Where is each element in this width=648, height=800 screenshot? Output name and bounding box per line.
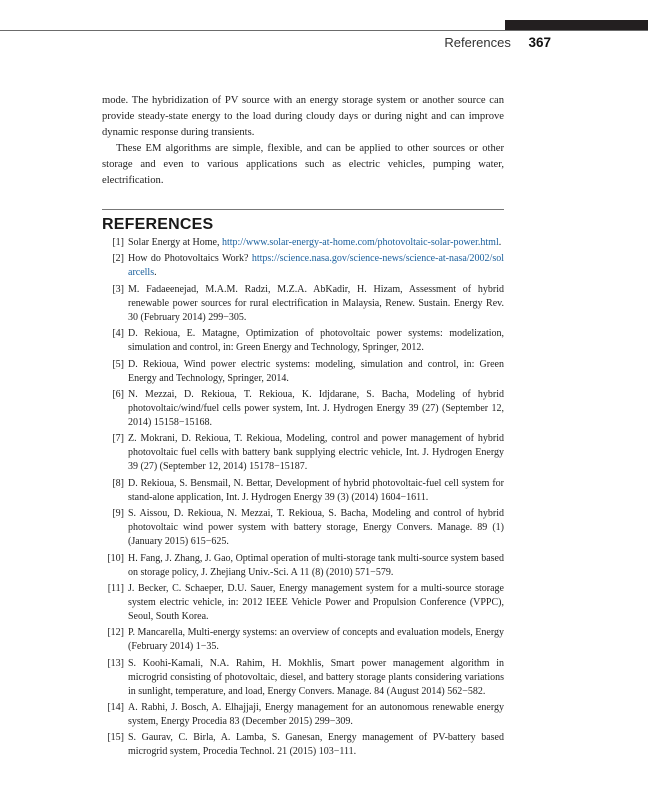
reference-number: [10] [107, 552, 124, 564]
reference-text: H. Fang, J. Zhang, J. Gao, Optimal operation of multi-storage tank multi-source system based on storage policy, J. Zhejiang Univ.-Sci. A 11 (8) (2010) 571−579. [128, 552, 504, 578]
reference-item [102, 507, 504, 549]
reference-number: [12] [107, 627, 124, 639]
reference-text: D. Rekioua, Wind power electric systems: modeling, simulation and control, in: Green Energy and Technology, Springer, 2014. [128, 358, 504, 384]
references-heading: REFERENCES [102, 216, 214, 233]
references-divider [102, 209, 504, 210]
intro-text [102, 93, 504, 189]
reference-text: M. Fadaeenejad, M.A.M. Radzi, M.Z.A. AbKadir, H. Hizam, Assessment of hybrid renewable power sources for rural electrification in Malaysia, Renew. Sustain. Energy Rev. 30 (February 2014) 299−305. [128, 283, 504, 323]
reference-item [102, 477, 504, 505]
reference-number: [5] [112, 358, 124, 370]
reference-item [102, 236, 504, 250]
reference-item [102, 358, 504, 386]
reference-number: [3] [112, 283, 124, 295]
header-accent-bar [505, 20, 648, 30]
reference-text: S. Gaurav, C. Birla, A. Lamba, S. Ganesan, Energy management of PV-battery based microgrid system, Procedia Technol. 21 (2015) 103−111. [128, 732, 504, 758]
reference-item [102, 731, 504, 759]
reference-number: [4] [112, 328, 124, 340]
reference-text: A. Rabhi, J. Bosch, A. Elhajjaji, Energy management for an autonomous renewable energy system, Energy Procedia 83 (December 2015) 299−309. [128, 702, 504, 728]
intro-paragraph-1: mode. The hybridization of PV source with an energy storage system or another source can provide steady-state energy to the load during cloudy days or during night and can improve dynamic response during transients. [102, 95, 504, 138]
reference-text: S. Aissou, D. Rekioua, N. Mezzai, T. Rekioua, S. Bacha, Modeling and control of hybrid photovoltaic wind power system with battery storage, Energy Convers. Manage. 89 (1) (January 2015) 615−625. [128, 508, 504, 548]
reference-number: [6] [112, 388, 124, 400]
reference-text: D. Rekioua, E. Matagne, Optimization of photovoltaic power systems: modelization, simulation and control, in: Green Energy and Technology, Springer, 2012. [128, 328, 504, 354]
reference-number: [8] [112, 477, 124, 489]
reference-text: How do Photovoltaics Work? [128, 253, 252, 265]
reference-item [102, 657, 504, 699]
reference-number: [14] [107, 702, 124, 714]
reference-item [102, 432, 504, 474]
reference-item [102, 701, 504, 729]
reference-text: S. Koohi-Kamali, N.A. Rahim, H. Mokhlis, Smart power management algorithm in microgrid consisting of photovoltaic, diesel, and battery storage plants considering variations in sunlight, temperature, and load, Energy Convers. Manage. 84 (August 2014) 562−582. [128, 657, 504, 697]
running-header [444, 35, 551, 50]
reference-item [102, 327, 504, 355]
reference-text-end: . [154, 267, 157, 279]
reference-text: Solar Energy at Home, [128, 237, 222, 248]
reference-number: [2] [112, 253, 124, 265]
intro-paragraph-2: These EM algorithms are simple, flexible, and can be applied to other sources or other storage and even to various applications such as electric vehicles, pumping water, electrification. [102, 143, 504, 186]
reference-number: [7] [112, 433, 124, 445]
reference-number: [1] [112, 237, 124, 248]
reference-item [102, 626, 504, 654]
reference-item [102, 283, 504, 325]
reference-list [102, 236, 504, 762]
reference-item [102, 252, 504, 280]
reference-item [102, 388, 504, 430]
reference-number: [15] [107, 732, 124, 744]
reference-text: J. Becker, C. Schaeper, D.U. Sauer, Energy management system for a multi-source storage system electric vehicle, in: 2012 IEEE Vehicle Power and Propulsion Conference (VPPC), Seoul, South Korea. [128, 582, 504, 622]
running-header-title: References [444, 35, 511, 50]
reference-text-end: . [498, 237, 502, 248]
reference-text: D. Rekioua, S. Bensmail, N. Bettar, Development of hybrid photovoltaic-fuel cell system for stand-alone application, Int. J. Hydrogen Energy 39 (3) (2014) 1604−1611. [128, 477, 504, 503]
reference-number: [13] [107, 657, 124, 669]
page-number: 367 [528, 35, 551, 50]
reference-link[interactable]: https://science.nasa.gov/science-news/science-at-nasa/2002/solarcells [128, 253, 504, 279]
reference-text: N. Mezzai, D. Rekioua, T. Rekioua, K. Idjdarane, S. Bacha, Modeling of hybrid photovoltaic/wind/fuel cells power system, Int. J. Hydrogen Energy 39 (27) (September 12, 2014) 15158−15168. [128, 388, 504, 428]
reference-text: P. Mancarella, Multi-energy systems: an overview of concepts and evaluation models, Energy (February 2014) 1−35. [128, 627, 504, 653]
reference-number: [9] [112, 508, 124, 520]
reference-text: Z. Mokrani, D. Rekioua, T. Rekioua, Modeling, control and power management of hybrid photovoltaic fuel cells with battery bank supplying electric vehicle, Int. J. Hydrogen Energy 39 (27) (September 12, 2014) 15178−15187. [128, 433, 504, 473]
reference-item [102, 582, 504, 624]
reference-link[interactable]: http://www.solar-energy-at-home.com/photovoltaic-solar-power.html [221, 237, 499, 248]
header-rule [0, 30, 648, 31]
reference-item [102, 552, 504, 580]
reference-number: [11] [107, 582, 124, 594]
